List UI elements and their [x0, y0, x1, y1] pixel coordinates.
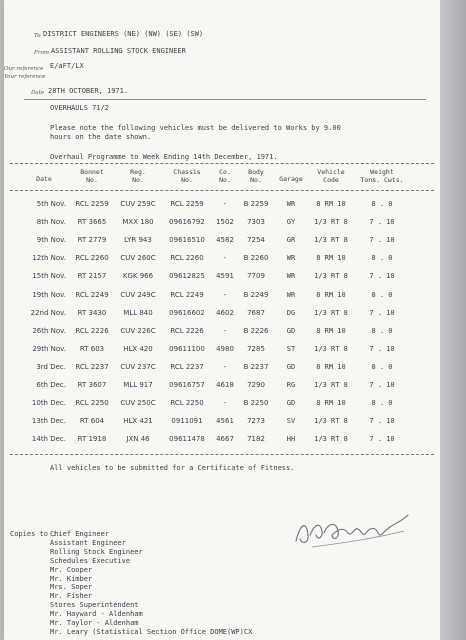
copy-recipient: Mr. Cooper	[50, 565, 93, 574]
table-cell: 7 . 10	[369, 344, 395, 353]
table-cell: CUV 250C	[120, 399, 156, 408]
column-header	[22, 175, 66, 183]
column-header	[354, 168, 410, 184]
table-cell: 26th Nov.	[32, 326, 66, 335]
table-cell: -	[223, 326, 227, 335]
table-cell: B 2260	[243, 254, 269, 263]
table-cell: 3rd Dec.	[36, 362, 66, 371]
table-cell: RCL 2237	[170, 362, 204, 371]
table-cell: 1/3 RT 8	[314, 308, 348, 317]
column-header-line: Chassis	[173, 168, 201, 176]
table-cell: RCL 2260	[75, 254, 109, 263]
table-cell: WR	[286, 272, 296, 281]
table-cell: MLL 840	[123, 308, 153, 317]
table-cell: CUV 226C	[120, 326, 156, 335]
column-header	[212, 168, 238, 184]
table-cell: 10th Dec.	[31, 399, 66, 408]
table-cell: -	[223, 399, 227, 408]
column-header-line: Co.	[219, 168, 231, 176]
table-cell: 8 . 0	[371, 399, 393, 408]
table-cell: 14th Dec.	[31, 435, 66, 444]
table-cell: RCL 2250	[170, 399, 204, 408]
table-cell: 7273	[247, 417, 265, 426]
column-header-line: Bonnet	[80, 168, 104, 176]
table-cell: 1/3 RT 8	[314, 417, 348, 426]
table-cell: MXX 180	[122, 218, 154, 227]
your-reference-label: Your reference	[4, 74, 46, 80]
column-header-line: Code	[323, 176, 339, 184]
column-header	[116, 168, 160, 184]
table-cell: B 2226	[243, 326, 269, 335]
table-cell: RT 2157	[77, 272, 107, 281]
header-divider	[24, 99, 426, 100]
table-cell: GD	[286, 362, 296, 371]
table-cell: 12th Nov.	[32, 254, 66, 263]
table-cell: 1502	[216, 218, 234, 227]
column-header-line: No.	[250, 176, 262, 184]
to-value: DISTRICT ENGINEERS (NE) (NW) (SE) (SW)	[43, 30, 204, 38]
copy-recipient: Mr. Taylor - Aldenham	[50, 619, 139, 627]
table-cell: GY	[286, 218, 296, 227]
copy-recipient: Mr. Leary (Statistical Section Office DOME(WP)CX	[50, 627, 253, 636]
copy-recipient: Rolling Stock Engineer	[50, 547, 143, 556]
table-cell: 7709	[247, 272, 265, 281]
table-cell: CUV 237C	[120, 362, 156, 371]
table-cell: 4602	[216, 308, 234, 317]
table-cell: 8 RM 10	[316, 362, 346, 371]
programme-line: Overhaul Programme to Week Ending 14th December, 1971.	[50, 153, 278, 161]
table-cell: GD	[286, 399, 296, 408]
table-cell: 1/3 RT 8	[314, 435, 348, 444]
table-cell: 29th Nov.	[32, 344, 66, 353]
table-cell: RT 3607	[77, 381, 107, 389]
table-cell: RCL 2249	[170, 290, 204, 299]
column-header-line: No.	[132, 176, 144, 184]
table-cell: 09611100	[169, 344, 205, 353]
table-cell: 09616757	[169, 381, 205, 389]
column-header-line: Reg.	[130, 168, 146, 176]
table-cell: 19th Nov.	[32, 290, 66, 299]
table-cell: 4667	[216, 435, 234, 444]
date-value: 28TH OCTOBER, 1971.	[48, 87, 129, 95]
memo-page	[4, 0, 440, 640]
copy-recipient: Mrs. Soper	[50, 583, 93, 592]
table-bottom-rule	[10, 454, 434, 455]
column-header-line: Body	[248, 168, 264, 176]
table-cell: RT 604	[79, 417, 105, 426]
table-cell: RCL 2237	[75, 362, 109, 371]
table-cell: 8 RM 10	[316, 326, 346, 335]
table-cell: B 2249	[243, 290, 269, 299]
instruction-line-2: hours on the date shown.	[50, 133, 152, 141]
table-cell: 6th Dec.	[36, 381, 66, 389]
column-header	[241, 168, 271, 184]
column-header-line: No.	[86, 176, 98, 184]
table-cell: DG	[286, 308, 296, 317]
table-cell: 1/3 RT 8	[314, 272, 348, 281]
table-cell: 7 . 10	[369, 308, 395, 317]
table-cell: WR	[286, 290, 296, 299]
table-cell: 7254	[247, 236, 265, 245]
table-cell: 8 . 0	[371, 254, 393, 263]
table-cell: 7 . 10	[369, 236, 395, 245]
table-cell: RG	[286, 381, 296, 389]
our-reference-label: Our reference	[4, 66, 44, 72]
table-cell: B 2259	[243, 200, 269, 208]
table-cell: 8 . 0	[371, 200, 393, 208]
table-cell: 8 . 0	[371, 326, 393, 335]
table-cell: WR	[286, 254, 296, 263]
copy-recipient: Mr. Hayward - Aldenham	[50, 610, 143, 619]
table-cell: 22nd Nov.	[30, 308, 66, 317]
page-edge	[440, 0, 466, 640]
table-cell: RCL 2226	[75, 326, 109, 335]
table-cell: HLX 421	[123, 417, 153, 426]
table-cell: 1/3 RT 8	[314, 218, 348, 227]
column-header	[70, 168, 114, 184]
table-cell: 09616792	[169, 218, 205, 227]
copy-recipient: Mr. Kimber	[50, 574, 93, 583]
table-cell: 8 RM 10	[316, 290, 346, 299]
instruction-line-1: Please note the following vehicles must be delivered to Works by 9.00	[50, 124, 341, 132]
date-label: Date	[31, 90, 45, 96]
table-cell: 8 . 0	[371, 362, 393, 371]
table-cell: 7687	[247, 308, 265, 317]
table-cell: -	[223, 290, 227, 299]
table-cell: B 2250	[243, 399, 269, 408]
table-cell: 7303	[247, 218, 265, 227]
column-header	[274, 175, 308, 183]
table-cell: 7 . 10	[369, 272, 395, 281]
table-cell: 0911091	[171, 417, 203, 426]
table-cell: WR	[286, 200, 296, 208]
table-cell: 7 . 10	[369, 218, 395, 227]
table-cell: 7 . 10	[369, 417, 395, 426]
copy-recipient: Schedules Executive	[50, 556, 131, 565]
table-cell: RT 3430	[77, 308, 107, 317]
table-cell: RT 2779	[77, 236, 107, 245]
table-cell: 7285	[247, 344, 265, 353]
table-cell: 1/3 RT 8	[314, 236, 348, 245]
table-cell: 7 . 10	[369, 381, 395, 389]
table-cell: KGK 966	[122, 272, 154, 281]
table-cell: 4561	[216, 417, 234, 426]
column-header-line: Tons. Cwts.	[360, 176, 404, 184]
table-cell: RCL 2226	[170, 326, 204, 335]
table-cell: 4582	[216, 236, 234, 245]
from-value: ASSISTANT ROLLING STOCK ENGINEER	[51, 47, 186, 55]
table-cell: HH	[286, 435, 296, 444]
subject-line: OVERHAULS 71/2	[50, 104, 110, 112]
column-header-line: Vehicle	[317, 168, 345, 176]
column-header-line: Date	[36, 175, 52, 183]
table-cell: 8 . 0	[371, 290, 393, 299]
our-reference-value: E/aFT/LX	[50, 62, 84, 70]
table-cell: CUV 249C	[120, 290, 156, 299]
column-header-line: No.	[219, 176, 231, 184]
column-header	[310, 168, 352, 184]
table-cell: RCL 2260	[170, 254, 204, 263]
table-cell: RCL 2249	[75, 290, 109, 299]
table-cell: CUV 259C	[120, 200, 156, 208]
table-cell: RCL 2259	[170, 200, 204, 208]
table-cell: RCL 2250	[75, 399, 109, 408]
table-cell: 4980	[216, 344, 234, 353]
table-cell: SV	[286, 417, 296, 426]
table-cell: 09616602	[169, 308, 205, 317]
table-cell: HLX 420	[123, 344, 153, 353]
table-cell: 15th Nov.	[32, 272, 66, 281]
column-header-line: Weight	[370, 168, 394, 176]
table-cell: CUV 260C	[120, 254, 156, 263]
table-cell: 1/3 RT 8	[314, 381, 348, 389]
column-header	[164, 168, 210, 184]
table-cell: GD	[286, 326, 296, 335]
from-label: From	[34, 50, 49, 56]
table-cell: JXN 46	[126, 435, 150, 444]
table-cell: -	[223, 254, 227, 263]
table-cell: RT 1918	[77, 435, 107, 444]
table-cell: 7182	[247, 435, 265, 444]
signature-image	[292, 505, 412, 555]
table-cell: 8 RM 10	[316, 399, 346, 408]
table-cell: 09616510	[169, 236, 205, 245]
table-cell: 8 RM 10	[316, 200, 346, 208]
table-cell: 4618	[216, 381, 234, 389]
certificate-note: All vehicles to be submitted for a Certificate of Fitness.	[50, 464, 295, 472]
table-cell: RT 3665	[77, 218, 107, 227]
table-cell: 5th Nov.	[36, 200, 66, 208]
copies-label: Copies to :	[10, 530, 57, 538]
table-cell: RT 603	[79, 344, 105, 353]
table-cell: 8th Nov.	[36, 218, 66, 227]
table-cell: 09612825	[169, 272, 205, 281]
table-cell: 1/3 RT 8	[314, 344, 348, 353]
copy-recipient: Assistant Engineer	[50, 538, 126, 547]
table-cell: 09611478	[169, 435, 205, 444]
table-top-rule	[10, 163, 434, 164]
column-header-line: Garage	[279, 175, 303, 183]
table-header-rule	[10, 190, 434, 191]
table-cell: ST	[286, 344, 296, 353]
table-cell: GR	[286, 236, 296, 245]
copy-recipient: Stores Superintendent	[50, 601, 139, 610]
table-cell: 9th Nov.	[36, 236, 66, 245]
table-cell: 13th Dec.	[31, 417, 66, 426]
copy-recipient: Chief Engineer	[50, 530, 110, 538]
table-cell: B 2237	[243, 362, 269, 371]
table-cell: 7290	[247, 381, 265, 389]
table-cell: -	[223, 200, 227, 208]
copy-recipient: Mr. Fisher	[50, 592, 93, 601]
table-cell: 8 RM 10	[316, 254, 346, 263]
column-header-line: No.	[181, 176, 193, 184]
table-cell: MLL 917	[123, 381, 153, 389]
table-cell: 4591	[216, 272, 234, 281]
table-cell: -	[223, 362, 227, 371]
table-cell: 7 . 10	[369, 435, 395, 444]
table-cell: RCL 2259	[75, 200, 109, 208]
table-cell: LYR 943	[124, 236, 152, 245]
to-label: To	[34, 33, 41, 39]
